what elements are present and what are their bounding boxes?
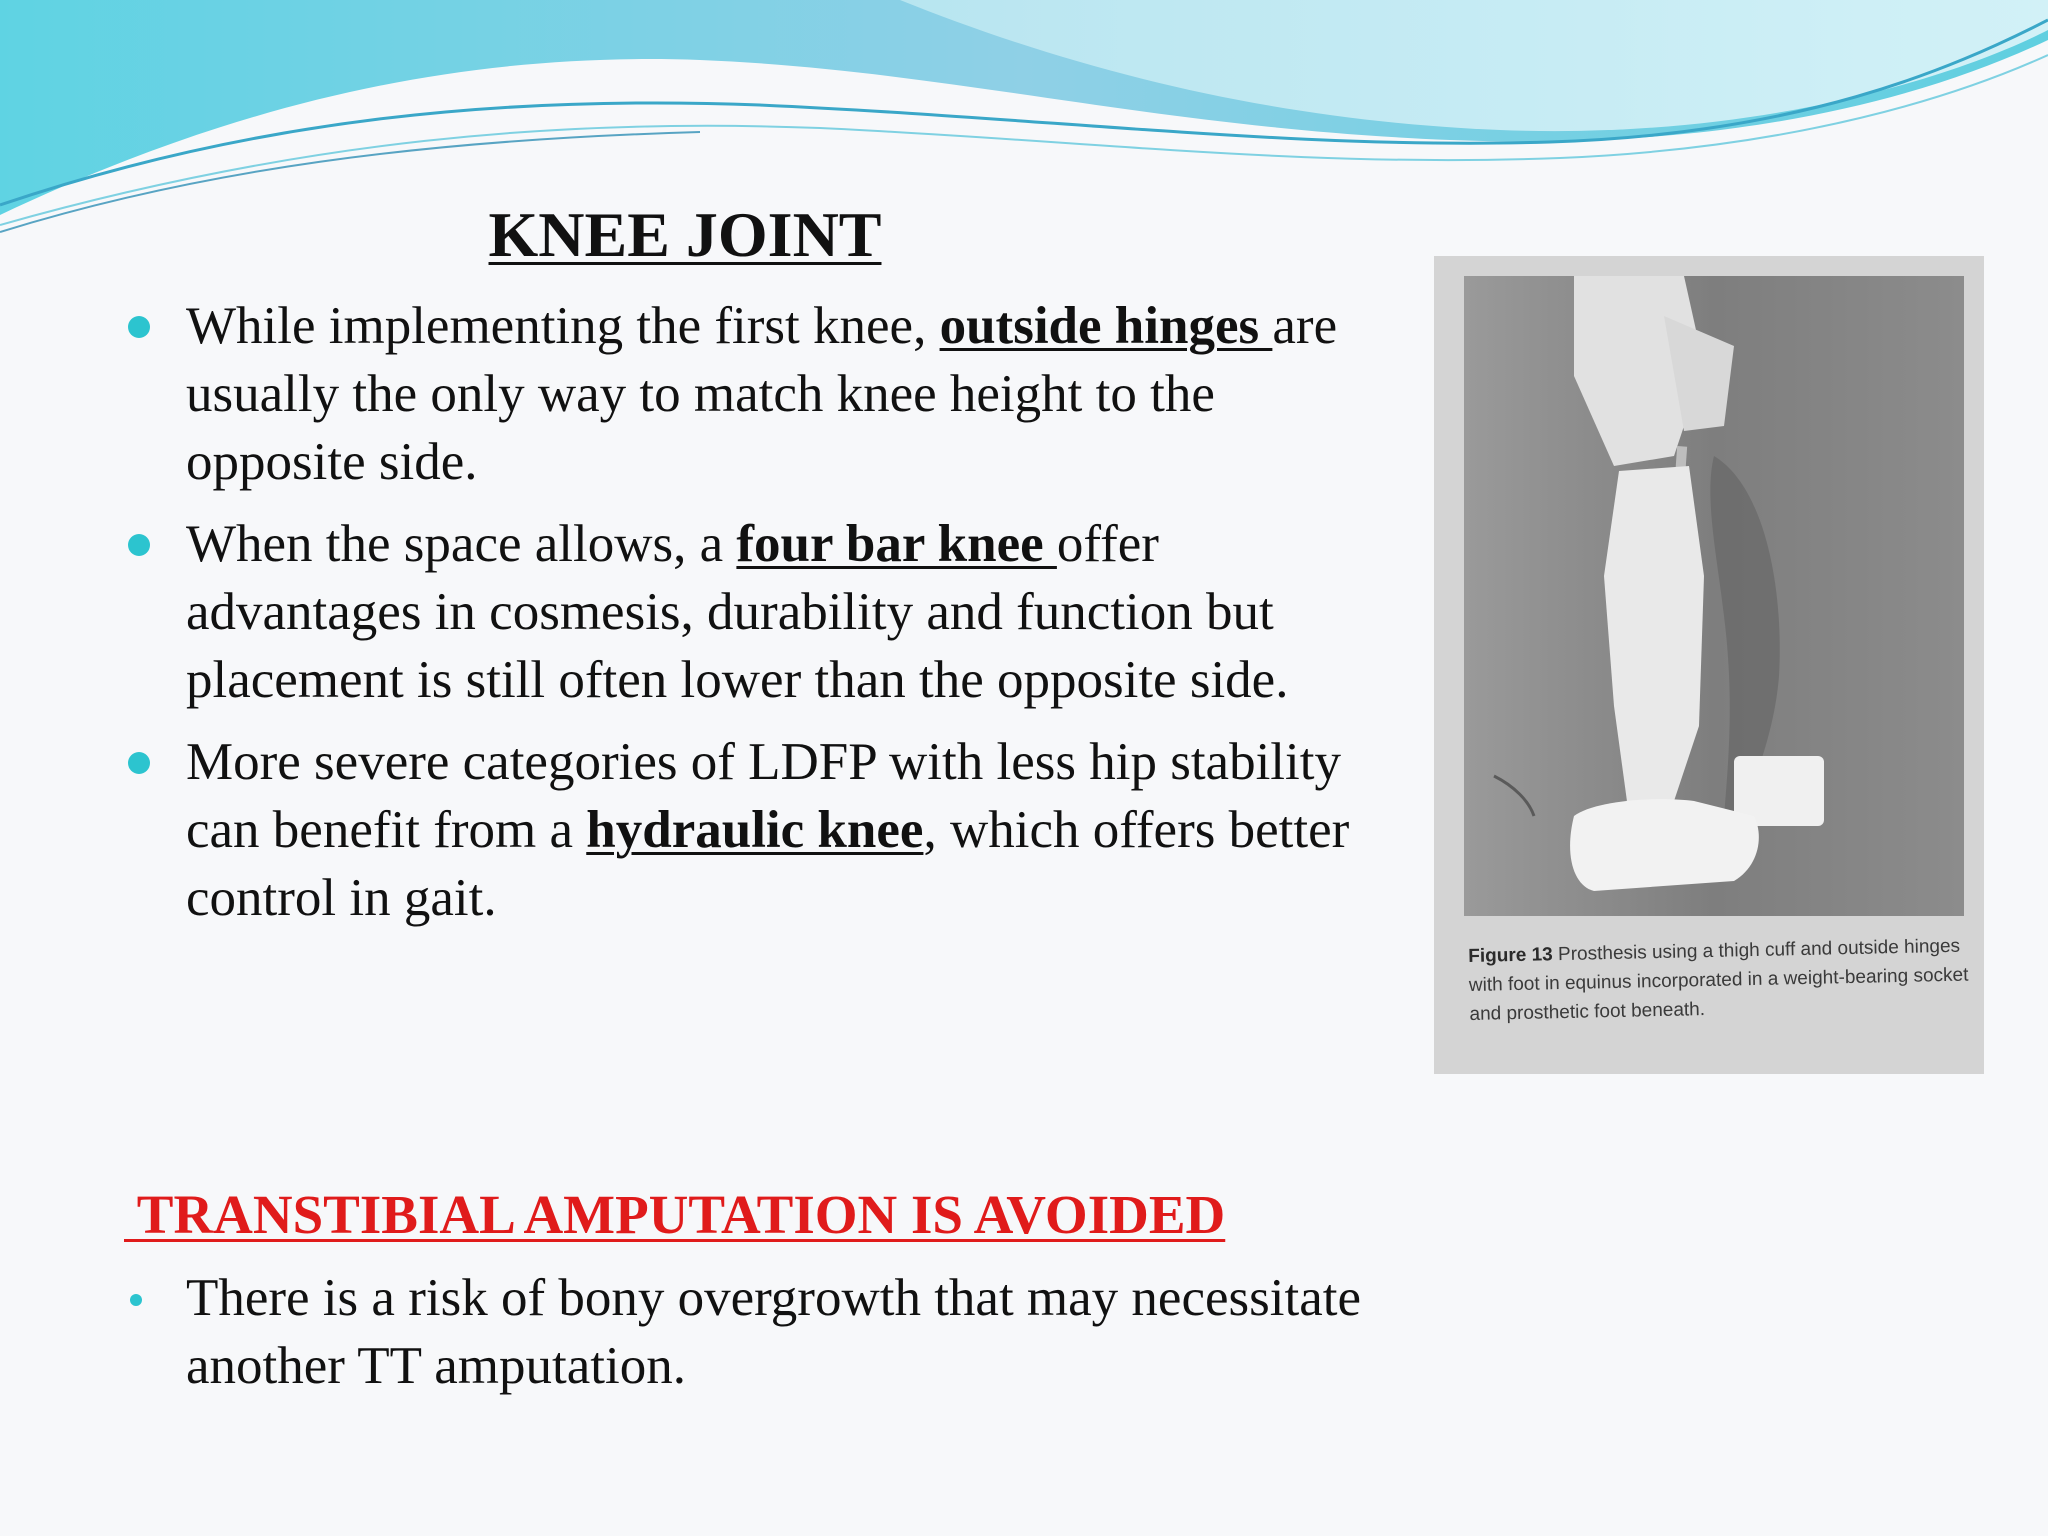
section-subtitle: TRANSTIBIAL AMPUTATION IS AVOIDED bbox=[124, 1184, 1226, 1245]
bullet-item bbox=[186, 510, 1366, 714]
bullet-highlight: outside hinges bbox=[939, 297, 1273, 355]
bullet-text: offer advantages in cosmesis, durability and function but placement is still often lower than the opposite side. bbox=[186, 515, 1289, 709]
bullet-highlight: four bar knee bbox=[736, 515, 1057, 573]
bullet-text: More severe categories of LDFP with less hip stability can benefit from a bbox=[186, 733, 1341, 859]
figure-caption bbox=[1468, 932, 1970, 1029]
bullet-text: , which offers better control in gait. bbox=[186, 801, 1350, 927]
figure-caption-text: Prosthesis using a thigh cuff and outside hinges with foot in equinus incorporated in a weight-bearing socket and prosthetic foot beneath. bbox=[1468, 935, 1969, 1025]
bullet-highlight: hydraulic knee bbox=[586, 801, 924, 859]
figure-prosthesis-photo bbox=[1434, 256, 1984, 1074]
knee-joint-bullet-list bbox=[186, 292, 1366, 946]
bullet-text: There is a risk of bony overgrowth that may necessitate another TT amputation. bbox=[186, 1269, 1361, 1395]
bullet-text: While implementing the first knee, bbox=[186, 297, 940, 355]
bullet-dot-icon bbox=[128, 752, 150, 774]
bullet-text: When the space allows, a bbox=[186, 515, 737, 573]
bullet-text: are usually the only way to match knee height to the opposite side. bbox=[186, 297, 1338, 491]
bullet-item bbox=[186, 728, 1366, 932]
bullet-item bbox=[186, 292, 1366, 496]
transtibial-bullet-list bbox=[186, 1264, 1366, 1400]
bullet-dot-icon bbox=[128, 534, 150, 556]
slide-title: KNEE JOINT bbox=[488, 199, 882, 270]
bullet-dot-icon bbox=[130, 1294, 142, 1306]
bullet-dot-icon bbox=[128, 316, 150, 338]
figure-caption-label: Figure 13 bbox=[1468, 944, 1553, 967]
bullet-item bbox=[186, 1264, 1366, 1400]
